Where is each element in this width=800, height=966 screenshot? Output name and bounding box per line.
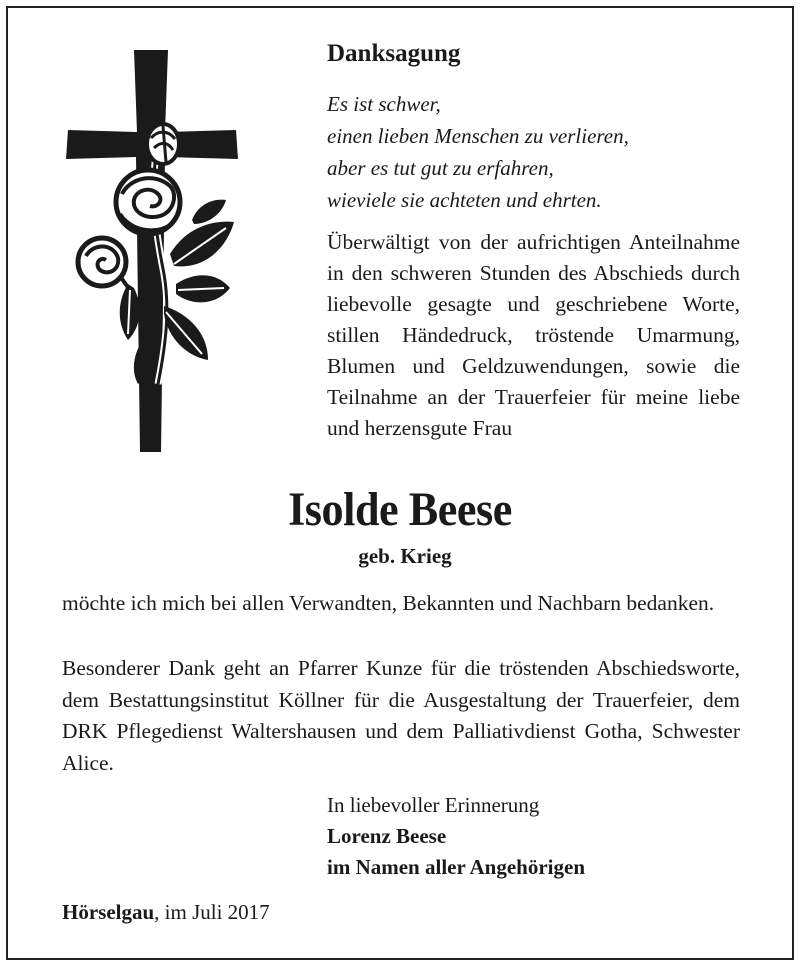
intro-paragraph: Überwältigt von der aufrichtigen Anteilnahme in den schweren Stunden des Abschieds durch liebevolle gesagte und geschriebene Worte, stillen Händedruck, tröstende Umarmung, Blumen und Geldzuwendungen, sowie die Teilnahme an der Trauerfeier für meine liebe und herzensgute Frau (327, 230, 740, 440)
signer-note: im Namen aller Angehörigen (327, 855, 586, 879)
cross-with-roses-icon (58, 44, 248, 474)
closing-line: In liebevoller Erinnerung (327, 793, 540, 817)
signature-block (327, 790, 747, 883)
place-date (62, 900, 270, 925)
special-thanks-paragraph: Besonderer Dank geht an Pfarrer Kunze für die tröstenden Abschiedsworte, dem Bestattungsinstitut Köllner für die Ausgestaltung der Trauerfeier, dem DRK Pflegedienst Waltershausen und dem Palliativdienst Gotha, Schwester Alice. (62, 656, 740, 775)
heading: Danksagung (327, 40, 461, 67)
signer-name: Lorenz Beese (327, 824, 447, 848)
poem-line: wieviele sie achteten und ehrten. (327, 188, 602, 212)
poem-line: aber es tut gut zu erfahren, (327, 156, 554, 180)
deceased-name: Isolde Beese (288, 483, 512, 536)
date: , im Juli 2017 (154, 900, 270, 924)
poem-line: Es ist schwer, (327, 92, 441, 116)
thanks-paragraph: möchte ich mich bei allen Verwandten, Bekannten und Nachbarn bedanken. (62, 591, 715, 615)
poem-line: einen lieben Menschen zu verlieren, (327, 124, 629, 148)
place: Hörselgau (62, 900, 155, 924)
poem (327, 88, 747, 216)
maiden-name: geb. Krieg (358, 544, 452, 568)
